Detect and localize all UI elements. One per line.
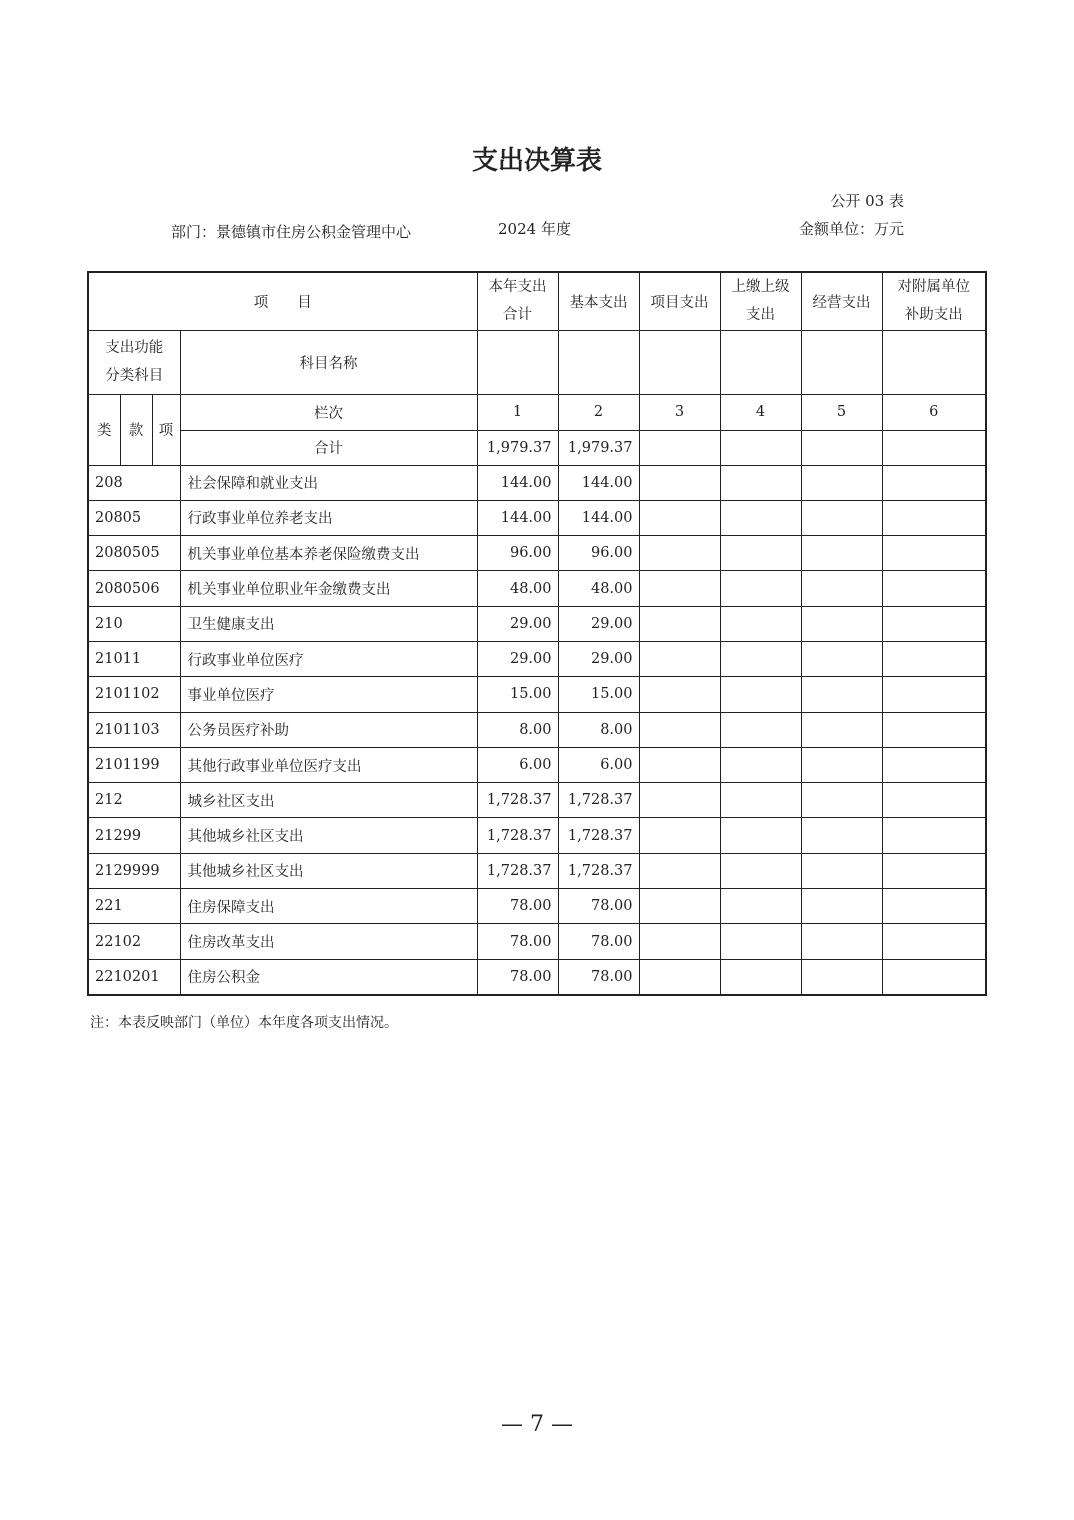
col-num: 4 (720, 394, 801, 430)
department: 部门：景德镇市住房公积金管理中心 (171, 223, 412, 241)
sum-total: 1,979.37 (477, 430, 558, 465)
row-code: 20805 (88, 500, 180, 535)
row-basic: 1,728.37 (558, 853, 639, 888)
header-kuan: 款 (120, 394, 152, 465)
table-row (88, 853, 986, 888)
col-num: 6 (882, 394, 986, 430)
row-code: 2080505 (88, 536, 180, 571)
row-code: 2080506 (88, 571, 180, 606)
row-basic: 78.00 (558, 889, 639, 924)
row-basic: 8.00 (558, 712, 639, 747)
row-code: 221 (88, 889, 180, 924)
table-row (88, 747, 986, 782)
table-row (88, 783, 986, 818)
row-name: 城乡社区支出 (180, 783, 477, 818)
table-row (88, 571, 986, 606)
row-total: 78.00 (477, 959, 558, 995)
row-total: 6.00 (477, 747, 558, 782)
row-basic: 96.00 (558, 536, 639, 571)
row-name: 社会保障和就业支出 (180, 465, 477, 500)
table-number: 公开 03 表 (830, 192, 904, 210)
row-name: 住房公积金 (180, 959, 477, 995)
header-subject-name: 科目名称 (180, 330, 477, 394)
amount-unit: 金额单位：万元 (798, 220, 904, 238)
row-code: 2129999 (88, 853, 180, 888)
row-name: 机关事业单位基本养老保险缴费支出 (180, 536, 477, 571)
row-code: 21299 (88, 818, 180, 853)
row-basic: 78.00 (558, 959, 639, 995)
row-total: 48.00 (477, 571, 558, 606)
row-code: 208 (88, 465, 180, 500)
page-number: — 7 — (501, 1412, 573, 1437)
row-name: 行政事业单位医疗 (180, 641, 477, 676)
row-code: 2210201 (88, 959, 180, 995)
row-total: 78.00 (477, 889, 558, 924)
row-code: 2101199 (88, 747, 180, 782)
row-total: 1,728.37 (477, 853, 558, 888)
row-code: 2101103 (88, 712, 180, 747)
row-total: 78.00 (477, 924, 558, 959)
header-project: 项目支出 (639, 272, 720, 330)
col-num: 2 (558, 394, 639, 430)
row-name: 住房改革支出 (180, 924, 477, 959)
table-row (88, 959, 986, 995)
row-basic: 6.00 (558, 747, 639, 782)
row-basic: 144.00 (558, 500, 639, 535)
row-code: 210 (88, 606, 180, 641)
table-row (88, 677, 986, 712)
table-row (88, 818, 986, 853)
row-total: 144.00 (477, 500, 558, 535)
row-code: 2101102 (88, 677, 180, 712)
table-row (88, 465, 986, 500)
row-name: 事业单位医疗 (180, 677, 477, 712)
row-code: 212 (88, 783, 180, 818)
row-total: 144.00 (477, 465, 558, 500)
row-basic: 48.00 (558, 571, 639, 606)
sum-basic: 1,979.37 (558, 430, 639, 465)
table-row (88, 924, 986, 959)
row-code: 22102 (88, 924, 180, 959)
header-column-no: 栏次 (180, 394, 477, 430)
table-row (88, 889, 986, 924)
row-name: 公务员医疗补助 (180, 712, 477, 747)
header-func-class: 支出功能分类科目 (88, 330, 180, 394)
row-code: 21011 (88, 641, 180, 676)
row-name: 住房保障支出 (180, 889, 477, 924)
header-total: 本年支出合计 (477, 272, 558, 330)
table-row (88, 712, 986, 747)
row-name: 其他行政事业单位医疗支出 (180, 747, 477, 782)
row-basic: 144.00 (558, 465, 639, 500)
row-total: 29.00 (477, 641, 558, 676)
header-subsidiary: 对附属单位补助支出 (882, 272, 986, 330)
row-basic: 78.00 (558, 924, 639, 959)
row-basic: 15.00 (558, 677, 639, 712)
row-total: 8.00 (477, 712, 558, 747)
header-item: 项 目 (88, 272, 477, 330)
fiscal-year: 2024 年度 (498, 220, 571, 238)
header-basic: 基本支出 (558, 272, 639, 330)
row-basic: 29.00 (558, 641, 639, 676)
header-xiang: 项 (152, 394, 180, 465)
row-total: 1,728.37 (477, 818, 558, 853)
table-row (88, 606, 986, 641)
header-upper: 上缴上级支出 (720, 272, 801, 330)
row-total: 1,728.37 (477, 783, 558, 818)
page-title: 支出决算表 (471, 146, 602, 176)
row-name: 其他城乡社区支出 (180, 818, 477, 853)
row-name: 行政事业单位养老支出 (180, 500, 477, 535)
table-row (88, 641, 986, 676)
row-total: 29.00 (477, 606, 558, 641)
table-note: 注：本表反映部门（单位）本年度各项支出情况。 (90, 1015, 398, 1031)
sum-label: 合计 (180, 430, 477, 465)
col-num: 1 (477, 394, 558, 430)
col-num: 3 (639, 394, 720, 430)
row-basic: 1,728.37 (558, 818, 639, 853)
col-num: 5 (801, 394, 882, 430)
row-name: 其他城乡社区支出 (180, 853, 477, 888)
header-lei: 类 (88, 394, 120, 465)
expenditure-table (87, 271, 987, 996)
header-business: 经营支出 (801, 272, 882, 330)
row-name: 机关事业单位职业年金缴费支出 (180, 571, 477, 606)
row-total: 15.00 (477, 677, 558, 712)
row-name: 卫生健康支出 (180, 606, 477, 641)
row-basic: 1,728.37 (558, 783, 639, 818)
row-total: 96.00 (477, 536, 558, 571)
row-basic: 29.00 (558, 606, 639, 641)
table-row (88, 500, 986, 535)
table-row (88, 536, 986, 571)
